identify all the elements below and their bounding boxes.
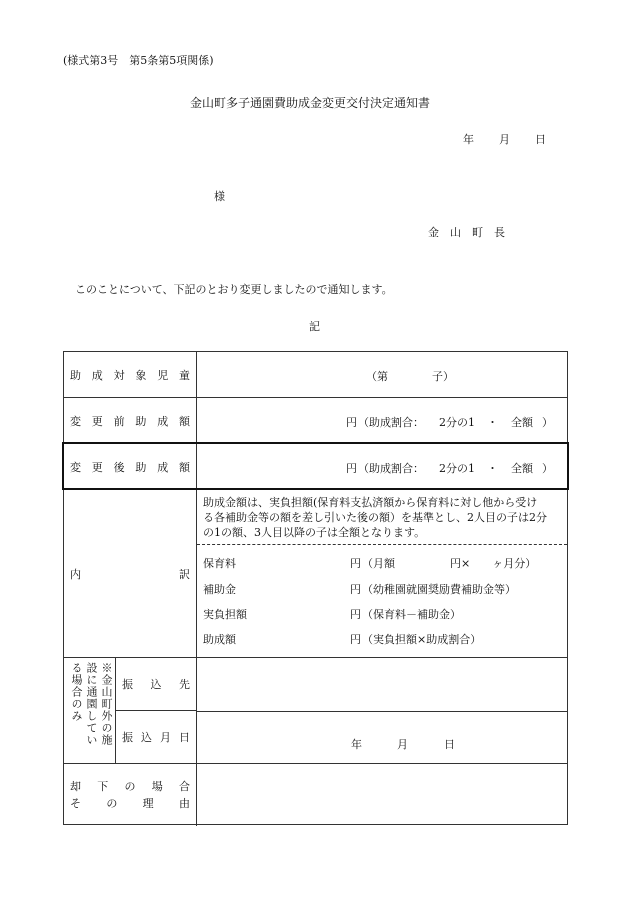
form-number: (様式第3号 第5条第5項関係) [63, 54, 214, 67]
label-amount-before: 変 更 前 助 成 額 [64, 398, 197, 443]
item-name: 助成額 [203, 633, 236, 646]
breakdown-divider [197, 544, 567, 545]
label-breakdown: 内 訳 [64, 490, 197, 657]
ki-heading: 記 [309, 320, 320, 333]
ratio-prefix: （助成割合： [358, 416, 424, 429]
transfer-note-cell [64, 658, 116, 763]
row-amount-after [64, 444, 567, 490]
transfer-day: 日 [444, 738, 455, 751]
ratio-full: 全額 [511, 462, 533, 475]
ratio-dot: ・ [487, 416, 498, 429]
breakdown-desc-line3: の1の額、3人目以降の子は全額となります。 [203, 526, 426, 539]
label-amount-after: 変 更 後 助 成 額 [64, 444, 197, 489]
row-target-child [64, 352, 567, 398]
date-month: 月 [499, 133, 510, 146]
item-name: 保育料 [203, 557, 236, 570]
yen-unit: 円 [346, 462, 357, 475]
date-day: 日 [535, 133, 546, 146]
date-year: 年 [463, 133, 474, 146]
form-table [63, 351, 568, 825]
item-note: （幼稚園就園奨励費補助金等） [362, 583, 516, 596]
item-note: （実負担額×助成割合） [362, 633, 482, 646]
label-target-child: 助 成 対 象 児 童 [64, 352, 197, 397]
transfer-month: 月 [397, 738, 408, 751]
item-yen: 円 [350, 557, 361, 570]
yen-unit: 円 [346, 416, 357, 429]
item-name: 補助金 [203, 583, 236, 596]
issuer: 金 山 町 長 [428, 226, 505, 239]
transfer-note-col2: 設に通園してい [85, 662, 98, 746]
ratio-half: 2分の1 [439, 416, 475, 429]
item-yen: 円 [350, 633, 361, 646]
ratio-half: 2分の1 [439, 462, 475, 475]
ratio-close: ） [542, 462, 553, 475]
transfer-note-col3: る場合のみ [70, 662, 83, 722]
item-note: （月額 円× ヶ月分） [362, 557, 537, 570]
document-title: 金山町多子通園費助成金変更交付決定通知書 [190, 96, 431, 110]
addressee-suffix: 様 [214, 190, 225, 203]
ratio-full: 全額 [511, 416, 533, 429]
breakdown-desc-line2: る各補助金等の額を差し引いた後の額）を基準とし、2人目の子は2分 [203, 511, 547, 524]
item-yen: 円 [350, 583, 361, 596]
transfer-divider [197, 711, 567, 712]
child-order: （第 子） [366, 370, 454, 383]
item-note: （保育料－補助金） [362, 608, 461, 621]
row-amount-before [64, 398, 567, 444]
ratio-close: ） [542, 416, 553, 429]
item-name: 実負担額 [203, 608, 247, 621]
row-rejection [64, 764, 567, 826]
transfer-note-col1: ※金山町外の施 [100, 662, 113, 746]
transfer-year: 年 [351, 738, 362, 751]
item-yen: 円 [350, 608, 361, 621]
label-transfer-to: 振 込 先 [116, 658, 197, 711]
ratio-prefix: （助成割合： [358, 462, 424, 475]
breakdown-desc-line1: 助成金額は、実負担額(保育料支払済額から保育料に対し他から受け [203, 496, 538, 509]
intro-text: このことについて、下記のとおり変更しましたので通知します。 [75, 283, 393, 296]
ratio-dot: ・ [487, 462, 498, 475]
row-transfer [64, 658, 567, 764]
label-rejection: 却 下 の 場 合 そ の 理 由 [64, 764, 197, 826]
label-transfer-date: 振 込 月 日 [116, 711, 197, 763]
row-breakdown [64, 490, 567, 658]
